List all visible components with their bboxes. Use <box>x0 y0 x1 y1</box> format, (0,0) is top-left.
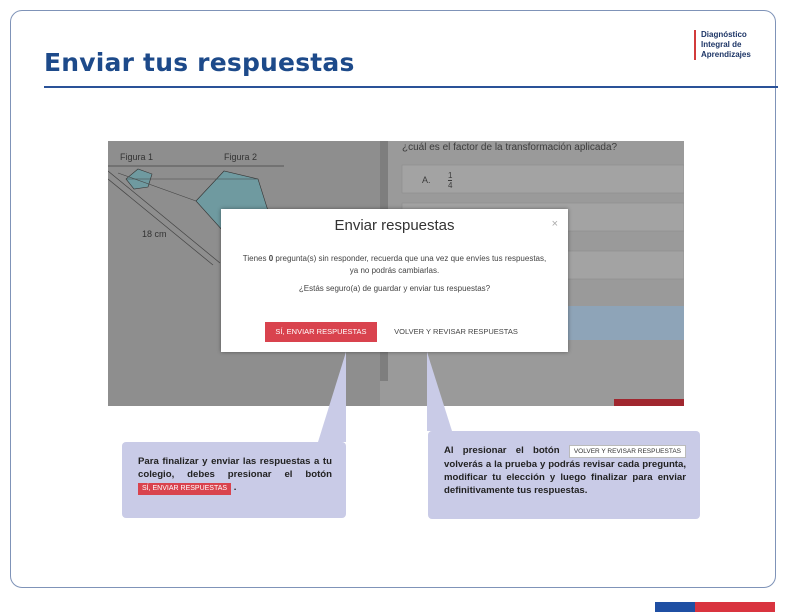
dialog-confirm-text: ¿Estás seguro(a) de guardar y enviar tus respuestas? <box>298 284 491 293</box>
brand-logo <box>694 30 751 60</box>
callout-right-post: volverás a la prueba y podrás revisar cada pregunta, modificar tu elección y luego finalizar para enviar definitivamente tus respuestas. <box>444 459 686 496</box>
title-divider <box>44 86 778 88</box>
fraction-denominator: 4 <box>448 181 453 190</box>
review-answers-button[interactable]: VOLVER Y REVISAR RESPUESTAS <box>386 322 526 342</box>
page-title: Enviar tus respuestas <box>44 48 355 77</box>
option-a-fraction <box>448 171 452 190</box>
option-a-box <box>402 165 684 193</box>
message-post: pregunta(s) sin responder, recuerda que una vez que envíes tus respuestas, ya no podrás cambiarlas. <box>273 254 547 275</box>
fraction-numerator: 1 <box>448 171 453 180</box>
unanswered-count: 0 <box>268 254 274 263</box>
confirm-submit-button[interactable]: SÍ, ENVIAR RESPUESTAS <box>265 322 377 342</box>
brand-line-1: Diagnóstico <box>701 30 747 39</box>
message-pre: Tienes <box>242 254 269 263</box>
figure-1-label: Figura 1 <box>120 152 154 162</box>
callout-left-text: Para finalizar y enviar las respuestas a tu colegio, debes presionar el botón <box>138 456 332 480</box>
question-text: ¿cuál es el factor de la transformación aplicada? <box>402 142 618 153</box>
measure-label: 18 cm <box>142 229 167 239</box>
flag-stripe <box>655 602 775 612</box>
callout-right-pre: Al presionar el botón <box>444 445 560 456</box>
brand-line-3: Aprendizajes <box>701 50 751 59</box>
option-a-label: A. <box>422 175 431 185</box>
callout-review-chip: VOLVER Y REVISAR RESPUESTAS <box>569 445 686 458</box>
submit-strip <box>614 399 684 406</box>
dialog-message <box>241 253 548 277</box>
submit-dialog <box>221 209 568 352</box>
callout-left-end: . <box>233 482 237 493</box>
figure-2-label: Figura 2 <box>224 152 258 162</box>
brand-line-2: Integral de <box>701 40 742 49</box>
close-icon[interactable]: × <box>551 218 558 230</box>
callout-finalize <box>122 442 346 518</box>
callout-review <box>428 431 700 519</box>
callout-yes-chip: SÍ, ENVIAR RESPUESTAS <box>138 483 231 495</box>
dialog-title: Enviar respuestas <box>334 217 455 234</box>
